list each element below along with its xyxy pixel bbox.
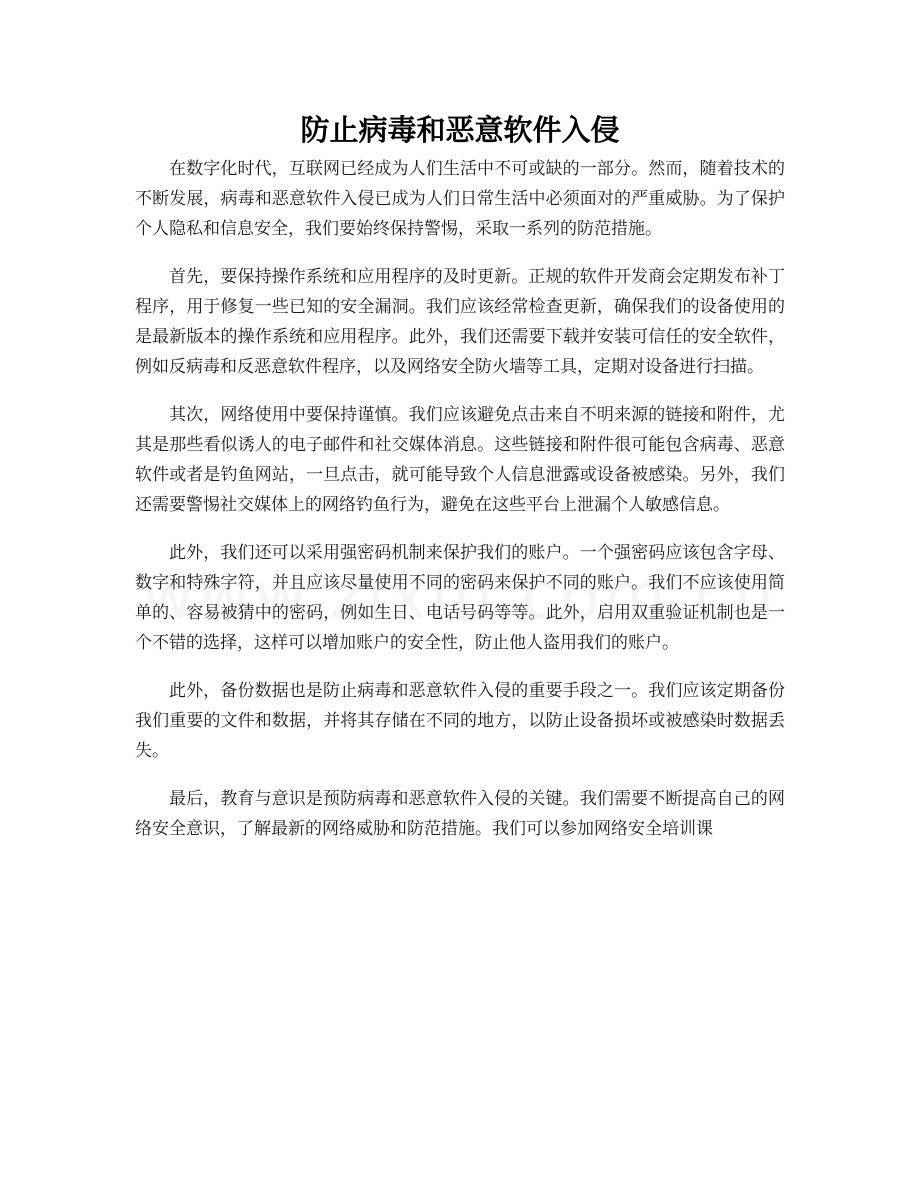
page-title: 防止病毒和恶意软件入侵 (300, 113, 620, 147)
document-body (135, 154, 785, 862)
paragraph: 其次，网络使用中要保持谨慎。我们应该避免点击来自不明来源的链接和附件，尤其是那些看似诱人的电子邮件和社交媒体消息。这些链接和附件很可能包含病毒、恶意软件或者是钓鱼网站，一旦点击，就可能导致个人信息泄露或设备被感染。另外，我们还需要警惕社交媒体上的网络钓鱼行为，避免在这些平台上泄漏个人敏感信息。 (135, 405, 785, 515)
paragraph: 最后，教育与意识是预防病毒和恶意软件入侵的关键。我们需要不断提高自己的网络安全意识，了解最新的网络威胁和防范措施。我们可以参加网络安全培训课 (135, 789, 785, 839)
paragraph: 此外，我们还可以采用强密码机制来保护我们的账户。一个强密码应该包含字母、数字和特殊字符，并且应该尽量使用不同的密码来保护不同的账户。我们不应该使用简单的、容易被猜中的密码，例如生日、电话号码等等。此外，启用双重验证机制也是一个不错的选择，这样可以增加账户的安全性，防止他人盗用我们的账户。 (135, 543, 785, 653)
paragraph: 首先，要保持操作系统和应用程序的及时更新。正规的软件开发商会定期发布补丁程序，用于修复一些已知的安全漏洞。我们应该经常检查更新，确保我们的设备使用的是最新版本的操作系统和应用程序。此外，我们还需要下载并安装可信任的安全软件，例如反病毒和反恶意软件程序，以及网络安全防火墙等工具，定期对设备进行扫描。 (135, 267, 785, 377)
paragraph: 在数字化时代，互联网已经成为人们生活中不可或缺的一部分。然而，随着技术的不断发展，病毒和恶意软件入侵已成为人们日常生活中必须面对的严重威胁。为了保护个人隐私和信息安全，我们要始终保持警惕，采取一系列的防范措施。 (135, 159, 785, 239)
paragraph: 此外，备份数据也是防止病毒和恶意软件入侵的重要手段之一。我们应该定期备份我们重要的文件和数据，并将其存储在不同的地方，以防止设备损坏或被感染时数据丢失。 (135, 681, 785, 761)
